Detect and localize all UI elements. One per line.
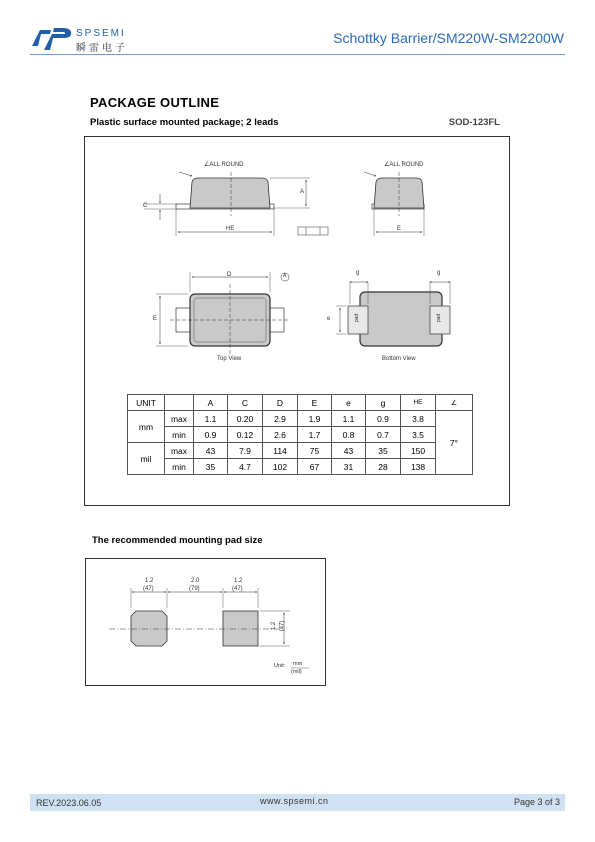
top-view-caption: Top View [217,356,242,362]
unit-label: Unit: [274,663,286,669]
table-cell: 43 [194,443,228,459]
table-cell: 2.6 [263,427,298,443]
pad-width-1-mil: (47) [143,586,154,592]
package-description: Plastic surface mounted package; 2 leads [90,117,279,128]
dim-label-g-right: g [437,270,441,276]
table-cell: 150 [401,443,436,459]
table-cell: 0.9 [366,411,401,427]
table-cell: 0.9 [194,427,228,443]
header-divider [30,54,565,55]
table-cell: 3.5 [401,427,436,443]
header-c: C [228,395,263,411]
dim-label-e-small: e [327,316,331,322]
pad-height-mil: (47) [279,620,286,632]
end-view-drawing [364,172,424,236]
unit-cell-mm: mm [128,411,165,443]
datum-a-label: A [283,273,287,279]
footer-page-number: Page 3 of 3 [513,797,560,807]
angle-value-cell: 7° [436,411,473,475]
table-cell: 35 [194,459,228,475]
table-cell: 1.9 [298,411,332,427]
pad-gap: 2.0 [191,578,200,584]
table-header-row [128,395,473,411]
row-kind: min [165,459,194,475]
package-drawings [84,136,510,392]
header-e-small: e [332,395,366,411]
footer-revision: REV.2023.06.05 [36,798,102,808]
dim-label-e-end: E [397,226,402,232]
header-e: E [298,395,332,411]
table-cell: 31 [332,459,366,475]
table-cell: 4.7 [228,459,263,475]
row-kind: max [165,411,194,427]
logo-chinese-text: 瞬雷电子 [76,43,128,54]
header-blank [165,395,194,411]
dimensions-table [127,394,473,475]
table-cell: 138 [401,459,436,475]
table-row [128,443,473,459]
table-cell: 2.9 [263,411,298,427]
dim-label-d: D [227,272,232,278]
top-view-drawing [156,272,290,356]
dim-label-c: C [143,203,148,209]
dimensions-table-wrapper [127,394,473,475]
unit-cell-mil: mil [128,443,165,475]
table-cell: 114 [263,443,298,459]
table-cell: 102 [263,459,298,475]
package-outline-heading: PACKAGE OUTLINE [90,95,220,110]
table-cell: 43 [332,443,366,459]
pad-width-2: 1.2 [234,578,243,584]
logo-latin-text: SPSEMI [76,28,126,39]
table-cell: 0.7 [366,427,401,443]
dim-label-a: A [300,189,305,195]
row-kind: min [165,427,194,443]
bottom-view-caption: Bottom View [382,356,416,362]
dim-label-he: HE [226,226,235,232]
pad-width-2-mil: (47) [232,586,243,592]
table-cell: 1.1 [194,411,228,427]
table-cell: 7.9 [228,443,263,459]
table-cell: 75 [298,443,332,459]
table-cell: 1.7 [298,427,332,443]
header-a: A [194,395,228,411]
pad-label-right: pad [436,313,443,323]
unit-mm: mm [293,661,303,667]
document-title: Schottky Barrier/SM220W-SM2200W [333,30,564,46]
unit-mil: (mil) [291,669,302,675]
all-round-label-1: ∠ALL ROUND [204,162,244,168]
pad-gap-mil: (79) [189,586,200,592]
bottom-view-drawing [336,282,450,346]
dim-label-e-top: E [153,316,158,322]
header-angle: ∠ [436,395,473,411]
dim-label-g-left: g [356,270,360,276]
table-cell: 28 [366,459,401,475]
pad-label-left: pad [354,313,361,323]
side-view-drawing [144,172,328,236]
row-kind: max [165,443,194,459]
footer-website-link[interactable]: www.spsemi.cn [260,796,329,806]
table-row [128,411,473,427]
table-cell: 0.8 [332,427,366,443]
table-cell: 1.1 [332,411,366,427]
pad-height: 1.2 [271,621,278,631]
all-round-label-2: ∠ALL ROUND [384,162,424,168]
package-code: SOD-123FL [448,117,500,128]
table-cell: 3.8 [401,411,436,427]
mounting-pad-heading: The recommended mounting pad size [92,535,263,546]
table-row [128,459,473,475]
table-row [128,427,473,443]
header-d: D [263,395,298,411]
pad-width-1: 1.2 [145,578,154,584]
table-cell: 67 [298,459,332,475]
header-g: g [366,395,401,411]
table-cell: 0.20 [228,411,263,427]
table-cell: 0.12 [228,427,263,443]
header-unit: UNIT [128,395,165,411]
mounting-pad-drawing [85,558,326,686]
table-cell: 35 [366,443,401,459]
header-he: HE [401,395,436,411]
